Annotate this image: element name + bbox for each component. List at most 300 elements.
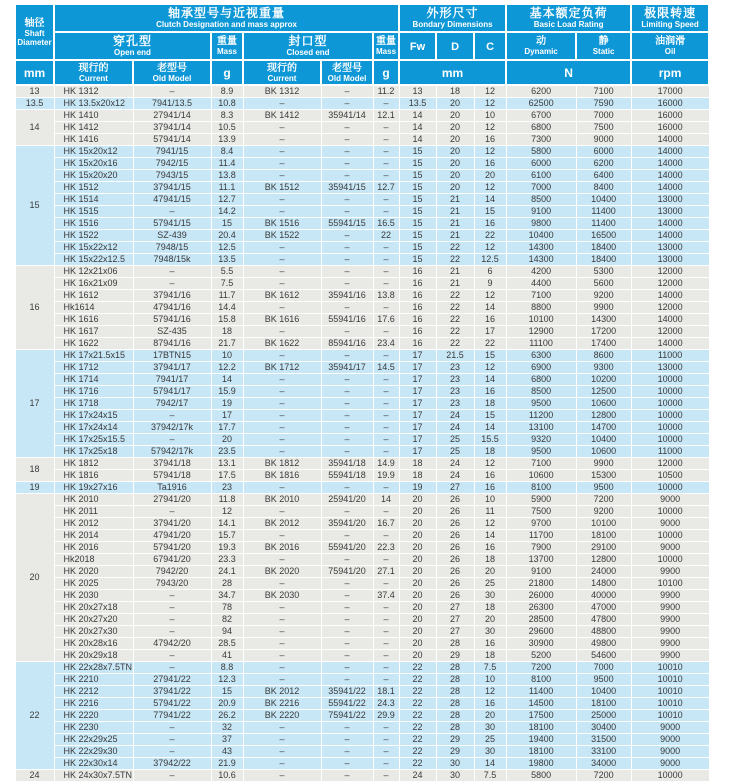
table-cell: 21800 — [506, 578, 576, 590]
table-cell: 77941/22 — [133, 710, 211, 722]
table-cell: 17400 — [576, 338, 631, 350]
table-cell: 10000 — [631, 374, 709, 386]
table-cell: 37941/17 — [133, 362, 211, 374]
table-cell: 28 — [436, 698, 474, 710]
table-row — [15, 446, 709, 458]
table-cell: 17 — [399, 350, 436, 362]
table-cell: – — [373, 422, 399, 434]
table-cell: 9 — [474, 278, 506, 290]
table-cell: 22 — [474, 338, 506, 350]
table-cell: 34.7 — [211, 590, 243, 602]
table-cell: 8100 — [506, 674, 576, 686]
header-open-current — [54, 60, 133, 85]
table-cell: HK 2016 — [54, 542, 133, 554]
table-cell: 14 — [399, 134, 436, 146]
closed-old-zh: 老型号 — [332, 62, 362, 74]
table-cell: – — [243, 326, 321, 338]
header-mass-open-unit — [211, 60, 243, 85]
table-cell: – — [243, 194, 321, 206]
table-cell: 12000 — [631, 278, 709, 290]
open-old-en: Old Model — [152, 73, 192, 83]
table-cell: 30 — [474, 722, 506, 734]
table-cell: 14300 — [506, 254, 576, 266]
shaft-diameter-cell: 17 — [15, 350, 54, 458]
table-row — [15, 554, 709, 566]
table-cell: 9900 — [631, 566, 709, 578]
table-cell: 7948/15 — [133, 242, 211, 254]
table-cell: 30 — [474, 626, 506, 638]
table-cell: – — [373, 626, 399, 638]
header-designation — [54, 4, 399, 32]
table-cell: – — [243, 254, 321, 266]
table-cell: 26 — [436, 518, 474, 530]
table-cell: 7500 — [576, 122, 631, 134]
table-row — [15, 434, 709, 446]
table-cell: 12 — [474, 242, 506, 254]
table-row — [15, 206, 709, 218]
table-cell: – — [321, 614, 373, 626]
table-cell: 8.3 — [211, 110, 243, 122]
table-cell: 15 — [211, 218, 243, 230]
header-load-zh: 基本额定负荷 — [529, 6, 608, 20]
table-cell: 20 — [474, 614, 506, 626]
table-cell: 57941/20 — [133, 542, 211, 554]
table-cell: 12.1 — [373, 110, 399, 122]
table-row — [15, 758, 709, 770]
table-cell: – — [321, 374, 373, 386]
table-cell: 13000 — [631, 254, 709, 266]
table-cell: 14500 — [506, 698, 576, 710]
table-cell: 13000 — [631, 206, 709, 218]
table-row — [15, 734, 709, 746]
table-cell: 10500 — [631, 470, 709, 482]
table-cell: 17 — [399, 374, 436, 386]
table-cell: – — [321, 602, 373, 614]
table-cell: 27 — [436, 626, 474, 638]
table-cell: 21.9 — [211, 758, 243, 770]
table-cell: 12 — [474, 362, 506, 374]
table-cell: – — [243, 746, 321, 758]
table-cell: HK 1617 — [54, 326, 133, 338]
table-row — [15, 638, 709, 650]
table-row — [15, 230, 709, 242]
table-row — [15, 674, 709, 686]
table-cell: – — [133, 206, 211, 218]
table-cell: 10100 — [576, 518, 631, 530]
table-cell: 27 — [436, 482, 474, 494]
table-cell: 17200 — [576, 326, 631, 338]
table-cell: – — [373, 374, 399, 386]
table-cell: 25 — [436, 446, 474, 458]
table-cell: 26 — [436, 578, 474, 590]
table-cell: 7943/15 — [133, 170, 211, 182]
table-cell: – — [243, 122, 321, 134]
table-cell: – — [373, 602, 399, 614]
table-cell: – — [321, 242, 373, 254]
table-cell: HK 2220 — [54, 710, 133, 722]
table-cell: 35941/17 — [321, 362, 373, 374]
table-cell: 21 — [436, 218, 474, 230]
table-row — [15, 290, 709, 302]
table-cell: – — [321, 266, 373, 278]
table-cell: 7100 — [576, 85, 631, 98]
table-cell: – — [243, 770, 321, 782]
table-cell: – — [373, 506, 399, 518]
table-cell: 20 — [399, 614, 436, 626]
table-cell: HK 1712 — [54, 362, 133, 374]
table-cell: 10000 — [631, 530, 709, 542]
header-limiting-speed — [631, 4, 709, 32]
table-cell: 23 — [436, 398, 474, 410]
table-cell: 13.5 — [211, 254, 243, 266]
table-cell: 30 — [436, 758, 474, 770]
table-cell: 15300 — [576, 470, 631, 482]
table-cell: – — [321, 674, 373, 686]
table-cell: 10010 — [631, 662, 709, 674]
table-cell: 16 — [399, 290, 436, 302]
header-speed-zh: 极限转速 — [644, 6, 697, 20]
table-cell: 55941/22 — [321, 698, 373, 710]
table-cell: 7200 — [506, 662, 576, 674]
table-cell: HK 1516 — [54, 218, 133, 230]
table-row — [15, 374, 709, 386]
table-cell: 7200 — [576, 770, 631, 782]
header-oil — [631, 32, 709, 60]
table-row — [15, 302, 709, 314]
table-cell: 57941/14 — [133, 134, 211, 146]
load-unit-label: N — [564, 65, 573, 80]
table-cell: 4400 — [506, 278, 576, 290]
table-cell: 20 — [436, 134, 474, 146]
table-cell: 15 — [211, 686, 243, 698]
table-cell: HK 1410 — [54, 110, 133, 122]
table-row — [15, 746, 709, 758]
table-cell: 26 — [436, 530, 474, 542]
table-cell: – — [243, 602, 321, 614]
table-cell: 29 — [436, 734, 474, 746]
table-cell: 6300 — [506, 350, 576, 362]
table-cell: – — [373, 122, 399, 134]
table-cell: 25000 — [576, 710, 631, 722]
table-cell: 6800 — [506, 122, 576, 134]
table-cell: 7.5 — [211, 278, 243, 290]
table-cell: 9000 — [631, 542, 709, 554]
table-cell: 18 — [474, 398, 506, 410]
table-cell: – — [321, 230, 373, 242]
table-cell: 13 — [399, 85, 436, 98]
table-cell: 7942/17 — [133, 398, 211, 410]
table-cell: 21 — [436, 206, 474, 218]
table-cell: – — [321, 326, 373, 338]
table-cell: 21.5 — [436, 350, 474, 362]
table-cell: – — [243, 482, 321, 494]
table-cell: HK 1716 — [54, 386, 133, 398]
table-cell: 12500 — [576, 386, 631, 398]
table-cell: 16 — [474, 698, 506, 710]
table-cell: BK 1412 — [243, 110, 321, 122]
table-cell: 14 — [211, 374, 243, 386]
table-cell: 30400 — [576, 722, 631, 734]
table-cell: 25 — [474, 734, 506, 746]
table-cell: – — [373, 326, 399, 338]
table-row — [15, 578, 709, 590]
table-row — [15, 85, 709, 98]
table-cell: – — [373, 170, 399, 182]
table-cell: HK 1816 — [54, 470, 133, 482]
table-cell: – — [243, 98, 321, 110]
table-cell: 27941/20 — [133, 494, 211, 506]
table-cell: 25 — [474, 578, 506, 590]
header-shaft-diameter — [15, 4, 54, 60]
table-cell: 47000 — [576, 602, 631, 614]
table-cell: 57942/17k — [133, 446, 211, 458]
table-cell: 19 — [211, 398, 243, 410]
table-cell: 37 — [211, 734, 243, 746]
table-cell: 12000 — [631, 266, 709, 278]
table-cell: HK 2212 — [54, 686, 133, 698]
table-cell: – — [373, 278, 399, 290]
table-cell: 27 — [436, 602, 474, 614]
table-cell: 9900 — [631, 602, 709, 614]
table-cell: 10000 — [631, 434, 709, 446]
table-cell: 13.5 — [399, 98, 436, 110]
table-row — [15, 170, 709, 182]
table-cell: 55941/18 — [321, 470, 373, 482]
table-cell: 16000 — [631, 110, 709, 122]
table-cell: 6 — [474, 266, 506, 278]
table-cell: – — [243, 398, 321, 410]
table-cell: 12000 — [631, 302, 709, 314]
table-row — [15, 614, 709, 626]
table-cell: 9900 — [576, 302, 631, 314]
table-cell: 15 — [399, 158, 436, 170]
table-row — [15, 254, 709, 266]
table-cell: HK 2014 — [54, 530, 133, 542]
table-cell: 26 — [436, 494, 474, 506]
table-cell: HK 17x25x18 — [54, 446, 133, 458]
header-closed-old-model — [321, 60, 373, 85]
table-cell: 28500 — [506, 614, 576, 626]
table-cell: 12000 — [631, 326, 709, 338]
table-cell: 16000 — [631, 98, 709, 110]
table-row — [15, 362, 709, 374]
table-row — [15, 770, 709, 782]
table-cell: 12800 — [576, 410, 631, 422]
table-cell: Ta1916 — [133, 482, 211, 494]
table-cell: 17 — [399, 410, 436, 422]
header-row-mid — [15, 32, 709, 60]
table-cell: 57941/18 — [133, 470, 211, 482]
table-cell: BK 2020 — [243, 566, 321, 578]
table-row — [15, 194, 709, 206]
table-cell: 35941/18 — [321, 458, 373, 470]
table-cell: 28 — [211, 578, 243, 590]
table-cell: 7000 — [576, 110, 631, 122]
table-cell: – — [321, 434, 373, 446]
table-row — [15, 470, 709, 482]
table-row — [15, 662, 709, 674]
table-cell: BK 2012 — [243, 686, 321, 698]
table-cell: 22 — [399, 722, 436, 734]
table-cell: 14000 — [631, 182, 709, 194]
table-cell: HK 22x29x25 — [54, 734, 133, 746]
table-cell: 20 — [399, 518, 436, 530]
shaft-diameter-cell: 15 — [15, 146, 54, 266]
table-cell: 75941/20 — [321, 566, 373, 578]
table-cell: – — [243, 674, 321, 686]
table-cell: 9900 — [576, 458, 631, 470]
header-mass2-zh: 重量 — [376, 36, 397, 47]
table-cell: 20 — [399, 566, 436, 578]
header-open-end — [54, 32, 211, 60]
dims-unit-label: mm — [441, 65, 464, 80]
table-cell: HK 24x30x7.5TN — [54, 770, 133, 782]
table-cell: 28.5 — [211, 638, 243, 650]
header-mass-en: Mass — [216, 47, 237, 56]
table-header — [15, 4, 709, 85]
table-cell: 9300 — [576, 362, 631, 374]
table-cell: 16 — [474, 134, 506, 146]
table-cell: – — [321, 98, 373, 110]
table-cell: – — [243, 434, 321, 446]
table-cell: 9320 — [506, 434, 576, 446]
table-cell: – — [321, 350, 373, 362]
table-cell: HK 1812 — [54, 458, 133, 470]
table-cell: HK 22x30x14 — [54, 758, 133, 770]
table-cell: 11700 — [506, 530, 576, 542]
table-cell: 12 — [474, 98, 506, 110]
table-cell: 24 — [436, 458, 474, 470]
table-cell: 11 — [474, 506, 506, 518]
table-cell: – — [133, 626, 211, 638]
table-cell: 18 — [474, 446, 506, 458]
table-cell: 20.4 — [211, 230, 243, 242]
table-cell: HK 1714 — [54, 374, 133, 386]
table-cell: SZ-439 — [133, 230, 211, 242]
table-cell: BK 1616 — [243, 314, 321, 326]
table-cell: 22.3 — [373, 542, 399, 554]
table-cell: – — [133, 506, 211, 518]
table-cell: 16 — [474, 314, 506, 326]
table-cell: 9700 — [506, 518, 576, 530]
closed-old-en: Old Model — [327, 73, 367, 83]
header-open-end-en: Open end — [114, 48, 151, 57]
header-oil-zh: 油润滑 — [655, 36, 686, 47]
table-cell: HK 15x22x12 — [54, 242, 133, 254]
table-cell: HK 1312 — [54, 85, 133, 98]
table-cell: 6700 — [506, 110, 576, 122]
table-cell: 35941/20 — [321, 518, 373, 530]
table-cell: 12 — [211, 506, 243, 518]
table-cell: 9000 — [576, 134, 631, 146]
table-row — [15, 266, 709, 278]
header-dims-unit — [399, 60, 506, 85]
table-cell: 11000 — [631, 350, 709, 362]
table-cell: 26300 — [506, 602, 576, 614]
header-mass-open — [211, 32, 243, 60]
table-cell: 37942/22 — [133, 758, 211, 770]
table-cell: – — [373, 650, 399, 662]
table-cell: – — [321, 758, 373, 770]
table-cell: 16 — [474, 386, 506, 398]
table-cell: 30900 — [506, 638, 576, 650]
table-cell: 26 — [436, 506, 474, 518]
table-cell: 20 — [436, 122, 474, 134]
table-cell: 47941/15 — [133, 194, 211, 206]
shaft-unit-label: mm — [23, 65, 46, 80]
table-cell: HK 1515 — [54, 206, 133, 218]
table-cell: 10400 — [576, 194, 631, 206]
table-cell: 14.4 — [211, 302, 243, 314]
table-cell: – — [321, 254, 373, 266]
table-cell: HK 1416 — [54, 134, 133, 146]
table-cell: – — [133, 434, 211, 446]
table-cell: 9900 — [631, 614, 709, 626]
table-cell: 24000 — [576, 566, 631, 578]
table-cell: 27941/22 — [133, 674, 211, 686]
table-cell: HK 1718 — [54, 398, 133, 410]
table-cell: 47941/16 — [133, 302, 211, 314]
table-cell: – — [321, 590, 373, 602]
table-cell: 14 — [399, 122, 436, 134]
table-cell: 29100 — [576, 542, 631, 554]
table-cell: 11.2 — [373, 85, 399, 98]
table-cell: HK 17x24x14 — [54, 422, 133, 434]
table-cell: HK 13.5x20x12 — [54, 98, 133, 110]
table-cell: 87941/16 — [133, 338, 211, 350]
header-mass-closed — [373, 32, 399, 60]
table-cell: 18 — [474, 602, 506, 614]
table-cell: 6200 — [576, 158, 631, 170]
table-cell: 18 — [399, 470, 436, 482]
table-cell: 16 — [474, 542, 506, 554]
table-cell: 9000 — [631, 746, 709, 758]
table-row — [15, 146, 709, 158]
table-cell: 8400 — [576, 182, 631, 194]
table-row — [15, 110, 709, 122]
table-cell: 49800 — [576, 638, 631, 650]
table-row — [15, 422, 709, 434]
table-cell: 10000 — [631, 482, 709, 494]
table-cell: 7.5 — [474, 770, 506, 782]
table-row — [15, 566, 709, 578]
table-cell: 16000 — [631, 122, 709, 134]
header-mass2-en: Mass — [376, 47, 397, 56]
table-cell: – — [321, 85, 373, 98]
table-cell: 12 — [474, 146, 506, 158]
table-cell: 5800 — [506, 770, 576, 782]
table-cell: 10000 — [631, 506, 709, 518]
table-cell: 17 — [399, 398, 436, 410]
table-cell: – — [373, 746, 399, 758]
table-cell: 14 — [474, 422, 506, 434]
table-cell: Hk2018 — [54, 554, 133, 566]
table-cell: – — [373, 98, 399, 110]
table-cell: 22 — [399, 686, 436, 698]
table-cell: HK 15x20x12 — [54, 146, 133, 158]
table-cell: 5600 — [576, 278, 631, 290]
table-cell: – — [321, 278, 373, 290]
table-cell: 16 — [399, 266, 436, 278]
table-cell: 37941/18 — [133, 458, 211, 470]
table-cell: 23 — [436, 362, 474, 374]
table-cell: 6000 — [576, 146, 631, 158]
table-cell: BK 2216 — [243, 698, 321, 710]
table-cell: 10010 — [631, 686, 709, 698]
table-cell: 9500 — [506, 446, 576, 458]
table-cell: – — [321, 158, 373, 170]
table-cell: 14000 — [631, 218, 709, 230]
